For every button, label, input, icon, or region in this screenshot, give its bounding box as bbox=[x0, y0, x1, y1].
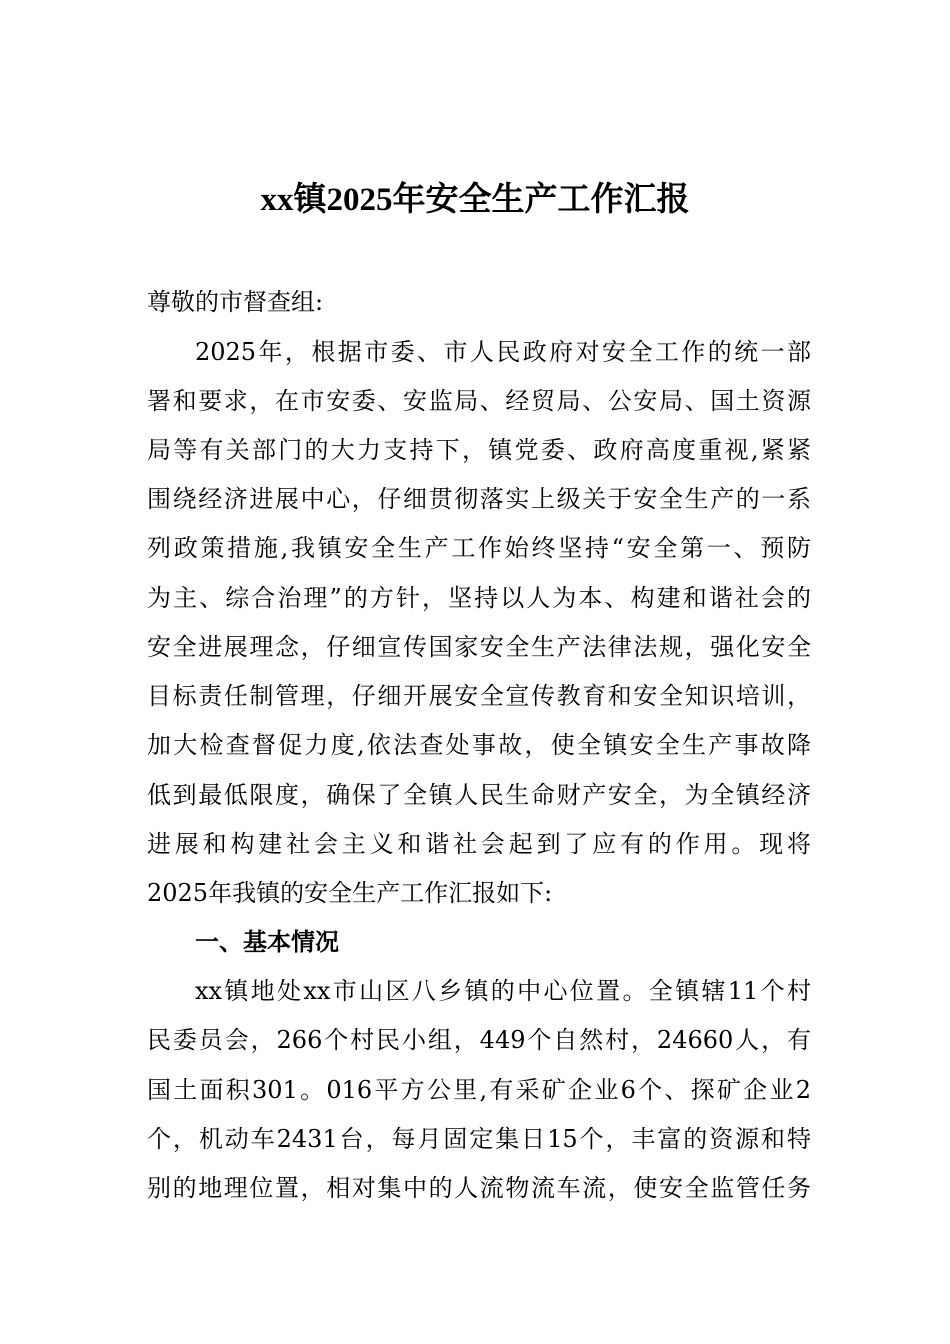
paragraph-line: 民委员会，266个村民小组，449个自然村，24660人，有 bbox=[147, 1026, 811, 1054]
salutation: 尊敬的市督查组: bbox=[147, 288, 324, 316]
paragraph-line: 加大检查督促力度,依法查处事故，使全镇安全生产事故降 bbox=[147, 731, 811, 759]
paragraph-line: 为主、综合治理”的方针，坚持以人为本、构建和谐社会的 bbox=[147, 584, 811, 612]
paragraph-line: 目标责任制管理，仔细开展安全宣传教育和安全知识培训， bbox=[147, 682, 811, 710]
paragraph-line: 别的地理位置，相对集中的人流物流车流，使安全监管任务 bbox=[147, 1174, 811, 1202]
paragraph-line: 2025年我镇的安全生产工作汇报如下: bbox=[147, 879, 553, 907]
paragraph-line: 安全进展理念，仔细宣传国家安全生产法律法规，强化安全 bbox=[147, 633, 811, 661]
paragraph-line: 署和要求，在市安委、安监局、经贸局、公安局、国土资源 bbox=[147, 387, 811, 415]
paragraph-line: 个，机动车2431台，每月固定集日15个，丰富的资源和特 bbox=[147, 1125, 811, 1153]
paragraph-line: 2025年，根据市委、市人民政府对安全工作的统一部 bbox=[195, 338, 811, 366]
paragraph-line: 国土面积301。016平方公里,有采矿企业6个、探矿企业2 bbox=[147, 1076, 811, 1104]
paragraph-line: xx镇地处xx市山区八乡镇的中心位置。全镇辖11个村 bbox=[195, 977, 811, 1005]
paragraph-line: 进展和构建社会主义和谐社会起到了应有的作用。现将 bbox=[147, 830, 811, 858]
paragraph-line: 局等有关部门的大力支持下，镇党委、政府高度重视,紧紧 bbox=[147, 436, 811, 464]
paragraph-line: 围绕经济进展中心，仔细贯彻落实上级关于安全生产的一系 bbox=[147, 485, 811, 513]
paragraph-line: 低到最低限度，确保了全镇人民生命财产安全，为全镇经济 bbox=[147, 781, 811, 809]
paragraph-line: 列政策措施,我镇安全生产工作始终坚持“安全第一、预防 bbox=[147, 534, 811, 562]
section-heading: 一、基本情况 bbox=[195, 927, 339, 956]
document-title: xx镇2025年安全生产工作汇报 bbox=[260, 182, 690, 218]
